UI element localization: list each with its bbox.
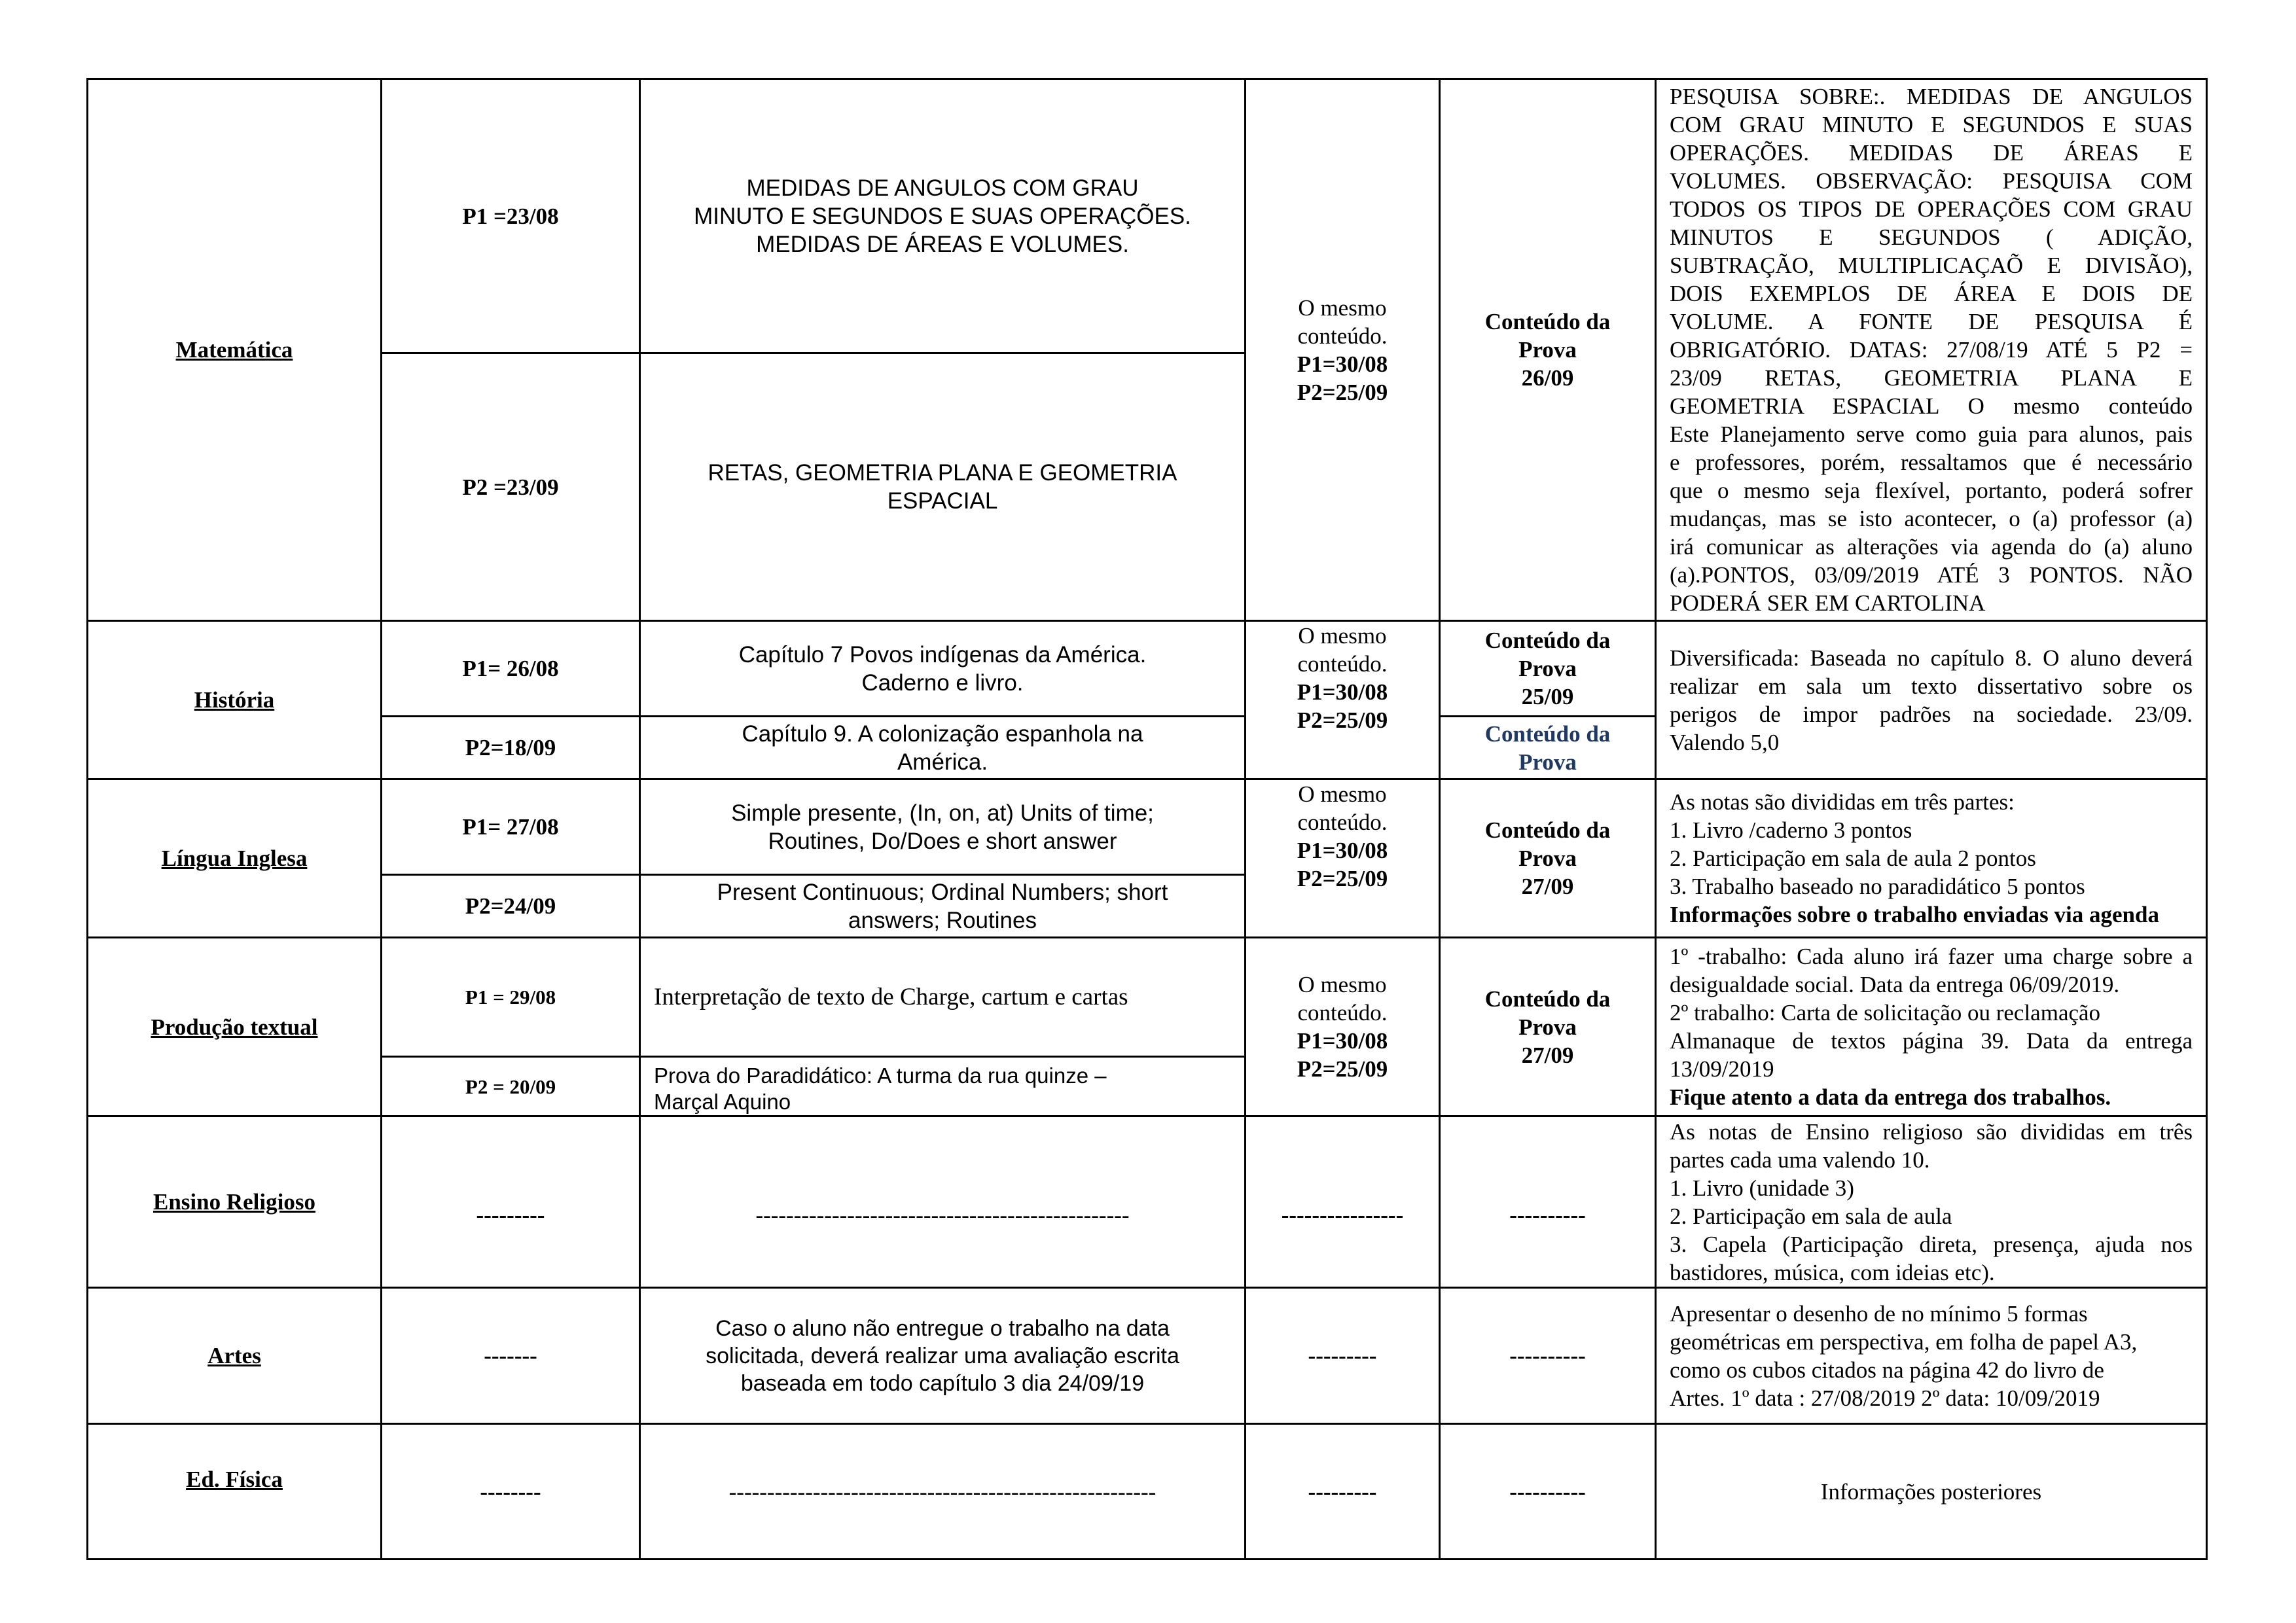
content-date: 27/09: [1521, 874, 1574, 899]
historia-p2-date: P2=18/09: [382, 717, 640, 779]
recovery-p1: P1=30/08: [1297, 1028, 1388, 1054]
notes-line: TODOS OS TIPOS DE OPERAÇÕES COM GRAU: [1670, 196, 2193, 222]
recovery-line: O mesmo: [1298, 623, 1387, 649]
topic-line: Marçal Aquino: [654, 1090, 791, 1114]
ingles-p1-date: P1= 27/08: [382, 779, 640, 875]
notes-line: bastidores, música, com ideias etc).: [1670, 1259, 1995, 1285]
content-date: 27/09: [1521, 1042, 1574, 1068]
content-line: Conteúdo da: [1484, 817, 1611, 843]
recovery-line: O mesmo: [1298, 294, 1387, 321]
notes-line: Artes. 1º data : 27/08/2019 2º data: 10/09/2019: [1670, 1385, 2100, 1411]
historia-content-p2: [1440, 717, 1656, 779]
producao-notes: [1656, 938, 2207, 1116]
matematica-p2-date: P2 =23/09: [382, 353, 640, 621]
artes-date: -------: [382, 1288, 640, 1424]
matematica-content: [1440, 79, 1656, 621]
notes-line: partes cada uma valendo 10.: [1670, 1147, 1930, 1173]
notes-line: Almanaque de textos página 39. Data da entrega: [1670, 1028, 2193, 1054]
producao-row-p1: [88, 938, 2207, 1057]
recovery-line: conteúdo.: [1297, 651, 1388, 677]
topic-line: RETAS, GEOMETRIA PLANA E GEOMETRIA: [708, 460, 1177, 486]
historia-p1-date: P1= 26/08: [382, 621, 640, 717]
producao-content: [1440, 938, 1656, 1116]
ingles-p2-topic: [640, 875, 1246, 938]
producao-p1-topic: Interpretação de texto de Charge, cartum e cartas: [640, 938, 1246, 1057]
artes-row: [88, 1288, 2207, 1424]
recovery-line: O mesmo: [1298, 781, 1387, 807]
notes-line: e professores, porém, ressaltamos que é necessário: [1670, 450, 2193, 475]
topic-line: baseada em todo capítulo 3 dia 24/09/19: [740, 1370, 1145, 1396]
artes-content: ----------: [1440, 1288, 1656, 1424]
notes-line: (a).PONTOS, 03/09/2019 ATÉ 3 PONTOS. NÃO: [1670, 562, 2193, 588]
notes-line: 13/09/2019: [1670, 1056, 1774, 1082]
notes-line: mudanças, mas se isto acontecer, o (a) professor (a): [1670, 506, 2193, 531]
notes-line: 1. Livro (unidade 3): [1670, 1175, 1854, 1201]
recovery-line: conteúdo.: [1297, 323, 1388, 349]
matematica-recovery: [1246, 79, 1440, 621]
notes-line: 3. Trabalho baseado no paradidático 5 pontos: [1670, 874, 2085, 899]
producao-recovery: [1246, 938, 1440, 1116]
topic-line: Prova do Paradidático: A turma da rua quinze –: [654, 1063, 1107, 1088]
notes-line: 2. Participação em sala de aula 2 pontos: [1670, 846, 2036, 871]
notes-line: GEOMETRIA ESPACIAL O mesmo conteúdo: [1670, 393, 2193, 419]
historia-content-p1: [1440, 621, 1656, 717]
religioso-recovery: ----------------: [1246, 1116, 1440, 1288]
notes-line: 2. Participação em sala de aula: [1670, 1203, 1952, 1229]
notes-line: desigualdade social. Data da entrega 06/09/2019.: [1670, 972, 2120, 997]
content-line: Prova: [1518, 656, 1577, 681]
ingles-row-p1: [88, 779, 2207, 875]
producao-p1-date: P1 = 29/08: [382, 938, 640, 1057]
content-line: Conteúdo da: [1484, 309, 1611, 334]
content-line: Conteúdo da: [1484, 628, 1611, 653]
edfisica-date: --------: [382, 1424, 640, 1560]
matematica-p1-date: P1 =23/08: [382, 79, 640, 353]
notes-line: 1. Livro /caderno 3 pontos: [1670, 817, 1912, 843]
notes-line: SUBTRAÇÃO, MULTIPLICAÇAÕ E DIVISÃO),: [1670, 253, 2193, 278]
notes-line: geométricas em perspectiva, em folha de papel A3,: [1670, 1329, 2138, 1355]
recovery-p2: P2=25/09: [1297, 379, 1388, 405]
ingles-notes: [1656, 779, 2207, 938]
content-line: Conteúdo da: [1484, 721, 1611, 747]
notes-line-bold: Informações sobre o trabalho enviadas via agenda: [1670, 902, 2159, 927]
content-date: 25/09: [1521, 684, 1574, 709]
notes-line: perigos de impor padrões na sociedade. 23/09.: [1670, 701, 2193, 727]
notes-line: como os cubos citados na página 42 do livro de: [1670, 1357, 2104, 1383]
topic-line: solicitada, deverá realizar uma avaliação escrita: [706, 1343, 1179, 1368]
recovery-p2: P2=25/09: [1297, 1056, 1388, 1082]
historia-p2-topic: [640, 717, 1246, 779]
content-line: Prova: [1518, 1014, 1577, 1040]
historia-p1-topic: [640, 621, 1246, 717]
content-date: 26/09: [1521, 365, 1574, 391]
topic-line: Present Continuous; Ordinal Numbers; short: [717, 879, 1168, 905]
subject-artes: Artes: [88, 1288, 382, 1424]
content-line: Prova: [1518, 749, 1577, 775]
recovery-p1: P1=30/08: [1297, 838, 1388, 863]
matematica-notes: [1656, 79, 2207, 621]
religioso-date: ---------: [382, 1116, 640, 1288]
notes-line: 23/09 RETAS, GEOMETRIA PLANA E: [1670, 365, 2193, 391]
notes-line: irá comunicar as alterações via agenda do (a) aluno: [1670, 534, 2193, 560]
producao-p2-topic: [640, 1057, 1246, 1116]
recovery-p2: P2=25/09: [1297, 707, 1388, 733]
content-line: Prova: [1518, 337, 1577, 363]
notes-line: realizar em sala um texto dissertativo sobre os: [1670, 673, 2193, 699]
edfisica-row: [88, 1424, 2207, 1560]
notes-line: Diversificada: Baseada no capítulo 8. O aluno deverá: [1670, 645, 2193, 671]
notes-line: Apresentar o desenho de no mínimo 5 formas: [1670, 1300, 2088, 1327]
historia-notes: [1656, 621, 2207, 779]
notes-line: PESQUISA SOBRE:. MEDIDAS DE ANGULOS: [1670, 84, 2193, 109]
content-line: Conteúdo da: [1484, 986, 1611, 1012]
religioso-topic: -------------------------------------------------: [640, 1116, 1246, 1288]
artes-topic: [640, 1288, 1246, 1424]
edfisica-recovery: ---------: [1246, 1424, 1440, 1560]
notes-line: Valendo 5,0: [1670, 729, 1780, 755]
subject-ingles: Língua Inglesa: [88, 779, 382, 938]
matematica-p1-topic: [640, 79, 1246, 353]
artes-recovery: ---------: [1246, 1288, 1440, 1424]
schedule-table: [86, 78, 2208, 1560]
notes-line: As notas são divididas em três partes:: [1670, 789, 2015, 815]
notes-line: que o mesmo seja flexível, portanto, poderá sofrer: [1670, 478, 2193, 503]
subject-historia: História: [88, 621, 382, 779]
notes-line: DOIS EXEMPLOS DE ÁREA E DOIS DE: [1670, 281, 2193, 306]
historia-row-p1: [88, 621, 2207, 717]
recovery-line: conteúdo.: [1297, 1000, 1388, 1026]
religioso-content: ----------: [1440, 1116, 1656, 1288]
notes-line: 1º -trabalho: Cada aluno irá fazer uma charge sobre a: [1670, 944, 2193, 969]
artes-notes: [1656, 1288, 2207, 1424]
notes-line: OBRIGATÓRIO. DATAS: 27/08/19 ATÉ 5 P2 =: [1670, 337, 2193, 363]
ingles-recovery: [1246, 779, 1440, 938]
notes-line: COM GRAU MINUTO E SEGUNDOS E SUAS: [1670, 112, 2193, 137]
topic-line: ESPACIAL: [887, 488, 998, 514]
notes-line: Informações posteriores: [1820, 1478, 2042, 1505]
notes-line-bold: Fique atento a data da entrega dos trabalhos.: [1670, 1084, 2111, 1110]
notes-line: PODERÁ SER EM CARTOLINA: [1670, 590, 1986, 616]
ingles-p2-date: P2=24/09: [382, 875, 640, 938]
recovery-p2: P2=25/09: [1297, 866, 1388, 891]
ingles-content: [1440, 779, 1656, 938]
producao-p2-date: P2 = 20/09: [382, 1057, 640, 1116]
topic-line: Capítulo 9. A colonização espanhola na: [742, 721, 1143, 747]
notes-line: VOLUMES. OBSERVAÇÃO: PESQUISA COM: [1670, 168, 2193, 194]
matematica-row-p1: [88, 79, 2207, 353]
subject-matematica: Matemática: [88, 79, 382, 621]
topic-line: MEDIDAS DE ÁREAS E VOLUMES.: [756, 231, 1129, 257]
notes-line: As notas de Ensino religioso são divididas em três: [1670, 1118, 2193, 1145]
topic-line: Caderno e livro.: [861, 669, 1024, 696]
historia-recovery: [1246, 621, 1440, 779]
subject-edfisica: Ed. Física: [88, 1424, 382, 1560]
topic-line: Routines, Do/Does e short answer: [768, 828, 1117, 854]
topic-line: MEDIDAS DE ANGULOS COM GRAU: [746, 175, 1139, 201]
topic-line: MINUTO E SEGUNDOS E SUAS OPERAÇÕES.: [694, 203, 1191, 229]
recovery-p1: P1=30/08: [1297, 679, 1388, 705]
notes-line: OPERAÇÕES. MEDIDAS DE ÁREAS E: [1670, 140, 2193, 166]
edfisica-notes: [1656, 1424, 2207, 1560]
subject-religioso: Ensino Religioso: [88, 1116, 382, 1288]
ingles-p1-topic: [640, 779, 1246, 875]
notes-line: 3. Capela (Participação direta, presença, ajuda nos: [1670, 1231, 2193, 1257]
subject-producao: Produção textual: [88, 938, 382, 1116]
edfisica-content: ----------: [1440, 1424, 1656, 1560]
topic-line: Simple presente, (In, on, at) Units of time;: [731, 800, 1154, 826]
topic-line: Caso o aluno não entregue o trabalho na data: [715, 1315, 1170, 1341]
religioso-notes: [1656, 1116, 2207, 1288]
topic-line: América.: [897, 749, 988, 775]
edfisica-topic: --------------------------------------------------------: [640, 1424, 1246, 1560]
content-line: Prova: [1518, 846, 1577, 871]
notes-line: 2º trabalho: Carta de solicitação ou reclamação: [1670, 1000, 2101, 1026]
recovery-line: O mesmo: [1298, 972, 1387, 997]
notes-line: MINUTOS E SEGUNDOS ( ADIÇÃO,: [1670, 224, 2193, 250]
recovery-line: conteúdo.: [1297, 810, 1388, 835]
topic-line: answers; Routines: [848, 907, 1037, 933]
notes-line: VOLUME. A FONTE DE PESQUISA É: [1670, 309, 2193, 334]
notes-line: Este Planejamento serve como guia para alunos, pais: [1670, 421, 2193, 447]
topic-line: Capítulo 7 Povos indígenas da América.: [738, 641, 1147, 668]
matematica-p2-topic: [640, 353, 1246, 621]
religioso-row: [88, 1116, 2207, 1288]
recovery-p1: P1=30/08: [1297, 351, 1388, 377]
